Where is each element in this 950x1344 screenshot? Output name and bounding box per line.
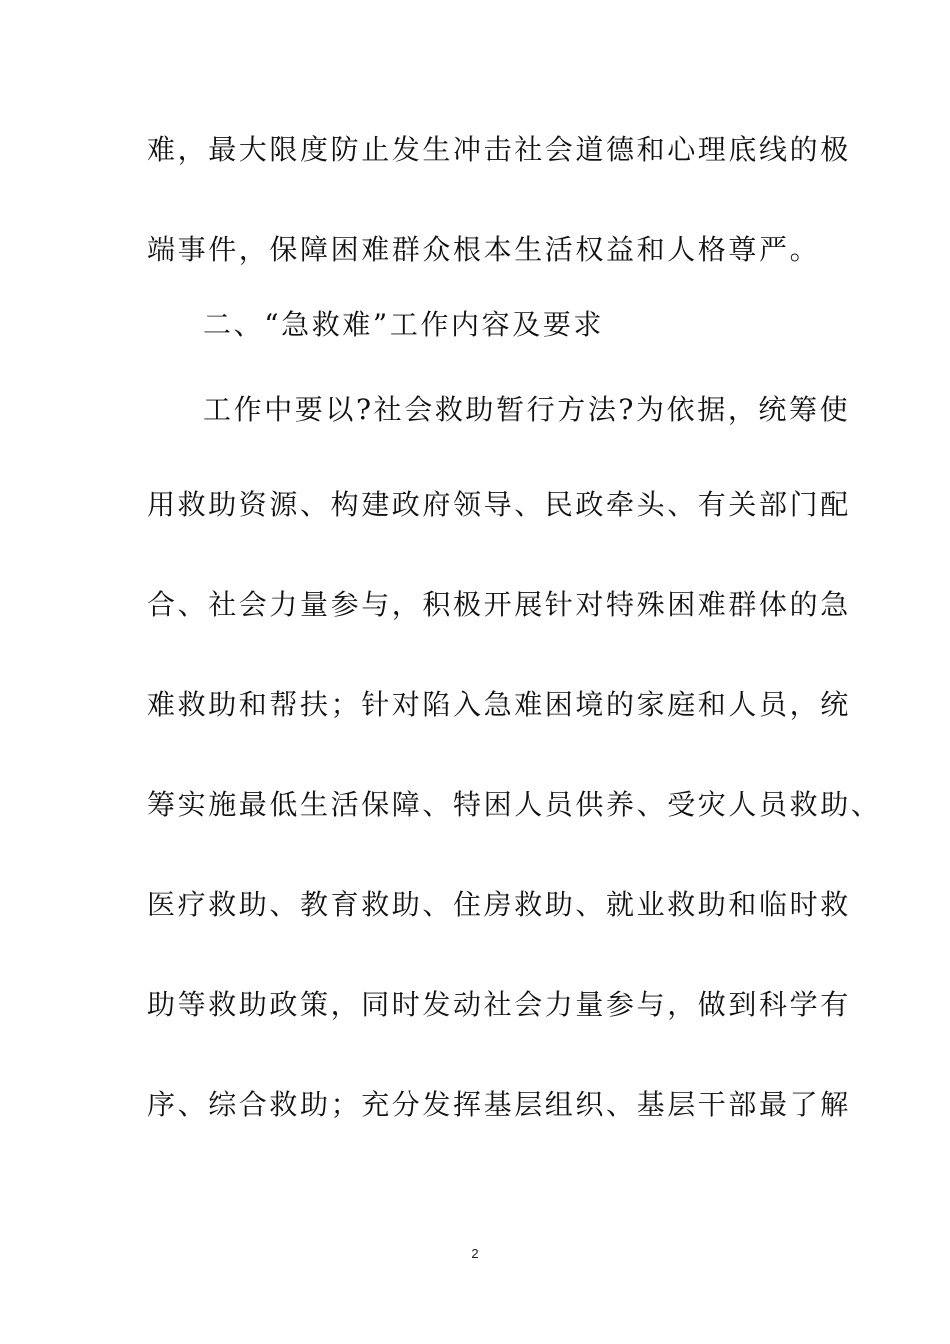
body-text-line: 助等救助政策，同时发动社会力量参与，做到科学有 <box>147 988 851 1021</box>
body-text-line: 难救助和帮扶；针对陷入急难困境的家庭和人员，统 <box>147 688 851 721</box>
body-text-line: 医疗救助、教育救助、住房救助、就业救助和临时救 <box>147 888 851 921</box>
section-heading: 二、“急救难”工作内容及要求 <box>203 308 605 341</box>
body-text-line: 筹实施最低生活保障、特困人员供养、受灾人员救助、 <box>147 788 882 821</box>
body-text-line: 端事件，保障困难群众根本生活权益和人格尊严。 <box>147 233 821 266</box>
body-text-line: 合、社会力量参与，积极开展针对特殊困难群体的急 <box>147 588 851 621</box>
paragraph-first-line: 工作中要以?社会救助暂行方法?为依据，统筹使 <box>203 393 851 426</box>
body-text-line: 难，最大限度防止发生冲击社会道德和心理底线的极 <box>147 133 851 166</box>
body-text-line: 序、综合救助；充分发挥基层组织、基层干部最了解 <box>147 1088 851 1121</box>
page-number: 2 <box>471 1246 479 1261</box>
body-text-line: 用救助资源、构建政府领导、民政牵头、有关部门配 <box>147 488 851 521</box>
